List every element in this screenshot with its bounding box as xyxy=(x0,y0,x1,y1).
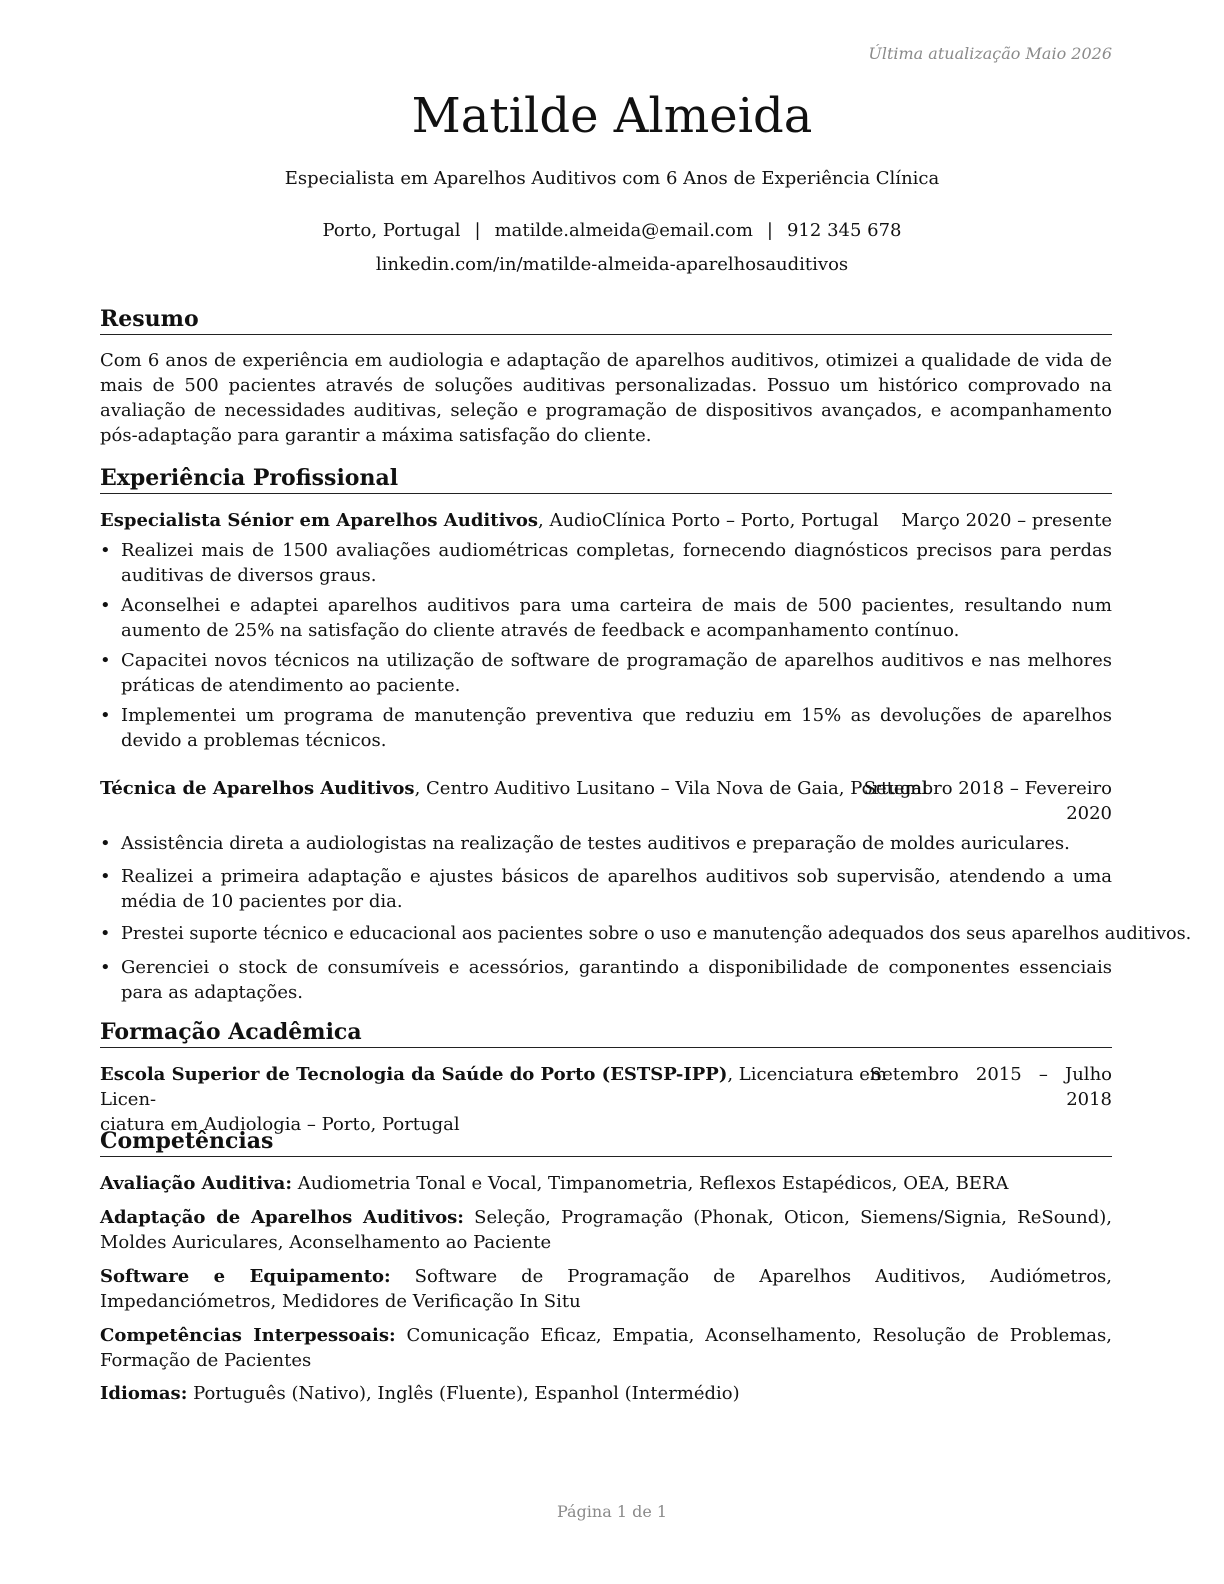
skill-label: Software e Equipamento: xyxy=(100,1266,391,1287)
job-date-line: Setembro 2018 – Fevereiro xyxy=(863,778,1112,799)
education-date-line: 2018 xyxy=(1066,1089,1112,1110)
headline: Especialista em Aparelhos Auditivos com 6 Anos de Experiência Clínica xyxy=(284,168,940,189)
list-item: • Implementei um programa de manutenção preventiva que reduziu em 15% as devoluções de aparelhos devido a problemas técnicos. xyxy=(100,703,1112,753)
location: Porto, Portugal xyxy=(322,220,461,241)
list-item: • Aconselhei e adaptei aparelhos auditivos para uma carteira de mais de 500 pacientes, resultando num aumento de 25% na satisfação do cliente através de feedback e acompanhamento contínuo. xyxy=(100,593,1112,643)
education-date xyxy=(870,1062,1112,1112)
education-date-line: Setembro 2015 – Julho xyxy=(869,1064,1112,1085)
skill-label: Idiomas: xyxy=(100,1383,188,1404)
skill-label: Avaliação Auditiva: xyxy=(100,1173,292,1194)
section-title-summary: Resumo xyxy=(100,306,1112,335)
skill-label: Competências Interpessoais: xyxy=(100,1325,396,1346)
email-link[interactable]: matilde.almeida@email.com xyxy=(494,220,753,241)
skill-row xyxy=(100,1264,1112,1314)
section-title-education: Formação Acadêmica xyxy=(100,1019,1112,1048)
list-item: • Prestei suporte técnico e educacional aos pacientes sobre o uso e manutenção adequados dos seus aparelhos auditivos. xyxy=(100,922,1112,947)
job-role: Técnica de Aparelhos Auditivos xyxy=(100,778,415,799)
summary-text: Com 6 anos de experiência em audiologia e adaptação de aparelhos auditivos, otimizei a qualidade de vida de mais de 500 pacientes através de soluções auditivas personalizadas. Possuo um histórico comprovado na avaliação de necessidades auditivas, seleção e programação de dispositivos avançados, e acompanhamento pós-adaptação para garantir a máxima satisfação do cliente. xyxy=(100,350,1112,446)
separator: | xyxy=(474,220,481,241)
education-details xyxy=(100,1062,920,1137)
school-name: Escola Superior de Tecnologia da Saúde do Porto (ESTSP-IPP) xyxy=(100,1064,728,1085)
skill-label: Adaptação de Aparelhos Auditivos: xyxy=(100,1207,464,1228)
job-date: Março 2020 – presente xyxy=(901,510,1112,531)
list-item: • Capacitei novos técnicos na utilização de software de programação de aparelhos auditivos e nas melhores práticas de atendimento ao paciente. xyxy=(100,648,1112,698)
contact-line xyxy=(0,220,1224,241)
skill-text: Audiometria Tonal e Vocal, Timpanometria, Reflexos Estapédicos, OEA, BERA xyxy=(292,1173,1009,1194)
skill-text: Português (Nativo), Inglês (Fluente), Espanhol (Intermédio) xyxy=(187,1383,740,1404)
list-item: • Assistência direta a audiologistas na realização de testes auditivos e preparação de moldes auriculares. xyxy=(100,831,1112,856)
job-company: , AudioClínica Porto – Porto, Portugal xyxy=(538,510,879,531)
job-bullets xyxy=(100,831,1192,1010)
list-item: • Gerenciei o stock de consumíveis e acessórios, garantindo a disponibilidade de componentes essenciais para as adaptações. xyxy=(100,955,1112,1005)
list-item: • Realizei mais de 1500 avaliações audiométricas completas, fornecendo diagnósticos precisos para perdas auditivas de diversos graus. xyxy=(100,538,1112,588)
job-header xyxy=(100,776,1112,824)
skill-text: Seleção, Programação (Phonak, Oticon, Siemens/Signia, ReSound), Moldes Auriculares, Aconselhamento ao Paciente xyxy=(100,1207,1112,1253)
job-bullets xyxy=(100,538,1112,758)
linkedin-link[interactable]: linkedin.com/in/matilde-almeida-aparelhosauditivos xyxy=(375,254,849,275)
section-title-skills: Competências xyxy=(100,1128,1112,1157)
skill-row xyxy=(100,1171,1112,1196)
last-updated: Última atualização Maio 2026 xyxy=(868,44,1112,63)
skill-text: Software de Programação de Aparelhos Auditivos, Audiómetros, Impedanciómetros, Medidores de Verificação In Situ xyxy=(100,1266,1113,1312)
phone: 912 345 678 xyxy=(786,220,902,241)
degree: , Licenciatura em Licen- xyxy=(100,1064,887,1110)
job-header xyxy=(100,508,1112,533)
job-date xyxy=(864,776,1112,826)
degree-continued: ciatura em Audiologia – Porto, Portugal xyxy=(100,1114,460,1135)
skill-row xyxy=(100,1323,1112,1373)
separator: | xyxy=(766,220,773,241)
skill-row xyxy=(100,1381,1112,1406)
skill-text: Comunicação Eficaz, Empatia, Aconselhamento, Resolução de Problemas, Formação de Pacientes xyxy=(100,1325,1112,1371)
candidate-name: Matilde Almeida xyxy=(411,88,813,144)
section-title-experience: Experiência Profissional xyxy=(100,465,1112,494)
list-item: • Realizei a primeira adaptação e ajustes básicos de aparelhos auditivos sob supervisão, atendendo a uma média de 10 pacientes por dia. xyxy=(100,864,1112,914)
skill-row xyxy=(100,1205,1112,1255)
job-role: Especialista Sénior em Aparelhos Auditivos xyxy=(100,510,539,531)
page-number: Página 1 de 1 xyxy=(556,1502,668,1521)
job-date-line: 2020 xyxy=(1066,803,1112,824)
job-company: , Centro Auditivo Lusitano – Vila Nova de Gaia, Portugal xyxy=(414,778,928,799)
education-entry xyxy=(100,1062,1112,1137)
